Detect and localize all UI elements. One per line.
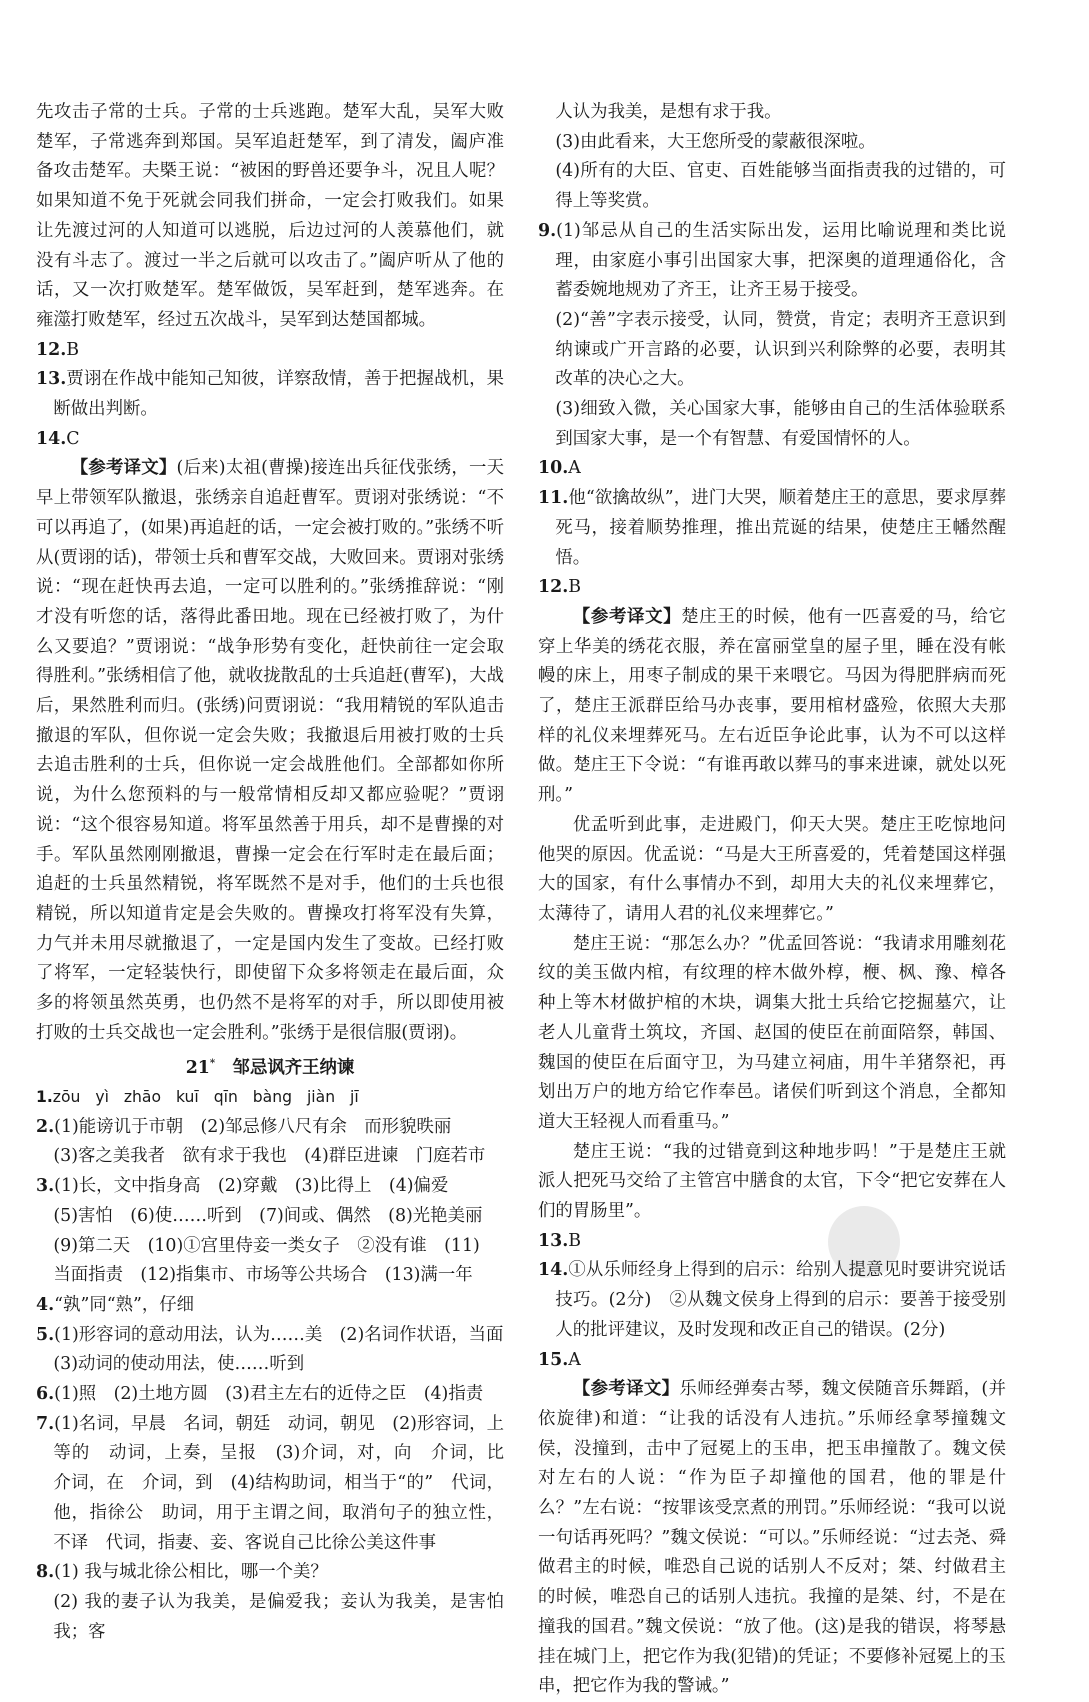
answer-3: 3.(1)长，文中指身高 (2)穿戴 (3)比得上 (4)偏爱 [36,1176,449,1197]
answer-15: 15.A [538,1349,581,1370]
answer-8: 8.(1) 我与城北徐公相比，哪一个美？ [36,1562,328,1583]
answer-9-3: (3)细致入微，关心国家大事，能够由自己的生活体验联系到国家大事，是一个有智慧、有爱国情怀的人。 [555,399,1006,449]
answer-14: 14.C [36,428,80,449]
answer-3-line-3: (9)第二天 (10)①宫里侍妾一类女子 ②没有谁 (11) [53,1235,480,1256]
answer-8-4: (4)所有的大臣、官吏、百姓能够当面指责我的过错的，可得上等奖赏。 [555,161,1006,212]
translation-12-p2: 优孟听到此事，走进殿门，仰天大哭。楚庄王吃惊地问他哭的原因。优孟说：“马是大王所喜爱的，凭着楚国这样强大的国家，有什么事情办不到，却用大夫的礼仪来埋葬它，太薄待了，请用人君的礼仪来埋葬它。” [538,814,1006,924]
translation-14: 【参考译文】(后来)太祖(曹操)接连出兵征伐张绣，一天早上带领军队撤退，张绣亲自追赶曹军。贾诩对张绣说：“不可以再追了，(如果)再追赶的话，一定会被打败的。”张绣不听从(贾诩的话)，带领士兵和曹军交战，大败回来。贾诩对张绣说：“现在赶快再去追，一定可以胜利的。”张绣推辞说：“刚才没有听您的话，落得此番田地。现在已经被打败了，为什么又要追？”贾诩说：“战争形势有变化，赶快前往一定会取得胜利。”张绣相信了他，就收拢散乱的士兵追赶(曹军)，大战后，果然胜利而归。(张绣)问贾诩说：“我用精锐的军队追击撤退的军队，但你说一定会失败；我撤退后用被打败的士兵去追击胜利的士兵，但你说一定会战胜他们。全部都如你所说，为什么您预料的与一般常情相反却又都应验呢？”贾诩说：“这个很容易知道。将军虽然善于用兵，却不是曹操的对手。军队虽然刚刚撤退，曹操一定会在行军时走在最后面；追赶的士兵虽然精锐，将军既然不是对手，他们的士兵也很精锐，所以知道肯定是会失败的。曹操攻打将军没有失算，力气并未用尽就撤退了，一定是国内发生了变故。已经打败了将军，一定轻装快行，即使留下众多将领走在最后面，众多的将领虽然英勇，也仍然不是将军的对手，所以即使用被打败的士兵交战也一定会胜利。”张绣于是很信服(贾诩)。 [36,458,504,1043]
left-column [36,98,522,1647]
answer-3-line-2: (5)害怕 (6)使……听到 (7)间或、偶然 (8)光艳美丽 [53,1205,483,1226]
answer-13: 13.贾诩在作战中能知己知彼，详察敌情，善于把握战机，果断做出判断。 [36,369,504,420]
right-column [538,98,1006,1702]
answer-3-line-4: 当面指责 (12)指集市、市场等公共场合 (13)满一年 [53,1265,473,1286]
translation-12-p1: 【参考译文】楚庄王的时候，他有一匹喜爱的马，给它穿上华美的绣花衣服，养在富丽堂皇的屋子里，睡在没有帐幔的床上，用枣子制成的果干来喂它。马因为得肥胖病而死了，楚庄王派群臣给马办丧事，要用棺材盛殓，依照大夫那样的礼仪来埋葬死马。左右近臣争论此事，认为不可以这样做。楚庄王下令说：“有谁再敢以葬马的事来进谏，就处以死刑。” [538,606,1006,806]
answer-2: 2.(1)能谤讥于市朝 (2)邹忌修八尺有余 而形貌昳丽 [36,1116,452,1137]
answer-9: 9.(1)邹忌从自己的生活实际出发，运用比喻说理和类比说理，由家庭小事引出国家大事，把深奥的道理通俗化，含蓄委婉地规劝了齐王，让齐王易于接受。 [538,220,1006,301]
wu-chu-translation-continued: 先攻击子常的士兵。子常的士兵逃跑。楚军大乱，吴军大败楚军，子常逃奔到郑国。吴军追赶楚军，到了清发，阖庐准备攻击楚军。夫槩王说：“被困的野兽还要争斗，况且人呢？如果知道不免于死就会同我们拼命，一定会打败我们。如果让先渡过河的人知道可以逃脱，后边过河的人羡慕他们，就没有斗志了。渡过一半之后就可以攻击了。”阖庐听从了他的话，又一次打败楚军。楚军做饭，吴军赶到，楚军逃奔。在雍澨打败楚军，经过五次战斗，吴军到达楚国都城。 [36,102,504,330]
answer-11: 11.他“欲擒故纵”，进门大哭，顺着楚庄王的意思，要求厚葬死马，接着顺势推理，推出荒诞的结果，使楚庄王幡然醒悟。 [538,488,1006,568]
answer-8-continued: 人认为我美，是想有求于我。 [555,102,782,122]
answer-7: 7.(1)名词，早晨 名词，朝廷 动词，朝见 (2)形容词，上等的 动词，上奏，呈报 (3)介词，对，向 介词，比 介词，在 介词，到 (4)结构助词，相当于“的” 代词，他，指徐公 助词，用于主谓之间，取消句子的独立性，不译 代词，指妻、妾、客说自己比徐公美这件事 [36,1413,522,1553]
answer-4: 4.“孰”同“熟”，仔细 [36,1294,195,1315]
answer-5: 5.(1)形容词的意动用法，认为……美 (2)名词作状语，当面 [36,1324,504,1345]
answer-10: 10.A [538,458,581,479]
answer-2-line-2: (3)客之美我者 欲有求于我也 (4)群臣进谏 门庭若市 [53,1146,486,1167]
answer-6: 6.(1)照 (2)土地方圆 (3)君主左右的近侍之臣 (4)指责 [36,1384,484,1405]
answer-12-right: 12.B [538,577,582,598]
answer-14-right: 14.①从乐师经身上得到的启示：给别人提意见时要讲究说话技巧。(2分) ②从魏文侯身上得到的启示：要善于接受别人的批评建议，及时发现和改正自己的错误。(2分) [538,1260,1006,1340]
section-title: 21* 邹忌讽齐王纳谏 [185,1057,355,1078]
answer-9-2: (2)“善”字表示接受，认同，赞赏，肯定；表明齐王意识到纳谏或广开言路的必要，认识到兴利除弊的必要，表明其改革的决心之大。 [555,309,1006,390]
translation-12-p3: 楚庄王说：“那怎么办？”优孟回答说：“我请求用雕刻花纹的美玉做内棺，有纹理的梓木做外椁，楩、枫、豫、樟各种上等木材做护棺的木块，调集大批士兵给它挖掘墓穴，让老人儿童背土筑坟，齐国、赵国的使臣在前面陪祭，韩国、魏国的使臣在后面守卫，为马建立祠庙，用牛羊猪祭祀，再划出万户的地方给它作奉邑。诸侯们听到这个消息，全都知道大王轻视人而看重马。” [538,933,1006,1132]
answer-12: 12.B [36,339,80,360]
answer-5-line-2: (3)动词的使动用法，使……听到 [53,1354,305,1375]
answer-13-right: 13.B [538,1230,582,1251]
translation-12-p4: 楚庄王说：“我的过错竟到这种地步吗！”于是楚庄王就派人把死马交给了主管宫中膳食的太官，下令“把它安葬在人们的胃肠里”。 [538,1141,1006,1222]
answer-8-3: (3)由此看来，大王您所受的蒙蔽很深啦。 [555,131,876,152]
answer-1-pinyin: 1.zōu yì zhāo kuī qīn bàng jiàn jī [36,1088,359,1106]
answer-8-line-2: (2) 我的妻子认为我美，是偏爱我；妾认为我美，是害怕我；客 [53,1591,504,1642]
translation-15: 【参考译文】乐师经弹奏古琴，魏文侯随音乐舞蹈，(并依旋律)和道：“让我的话没有人违抗。”乐师经拿琴撞魏文侯，没撞到，击中了冠冕上的玉串，把玉串撞散了。魏文侯对左右的人说：“作为臣子却撞他的国君，他的罪是什么？”左右说：“按罪该受烹煮的刑罚。”乐师经说：“我可以说一句话再死吗？”魏文侯说：“可以。”乐师经说：“过去尧、舜做君主的时候，唯恐自己说的话别人不反对；桀、纣做君主的时候，唯恐自己的话别人违抗。我撞的是桀、纣，不是在撞我的国君。”魏文侯说：“放了他。(这)是我的错误，将琴悬挂在城门上，把它作为我(犯错)的凭证；不要修补冠冕上的玉串，把它作为我的警诫。” [538,1379,1006,1697]
